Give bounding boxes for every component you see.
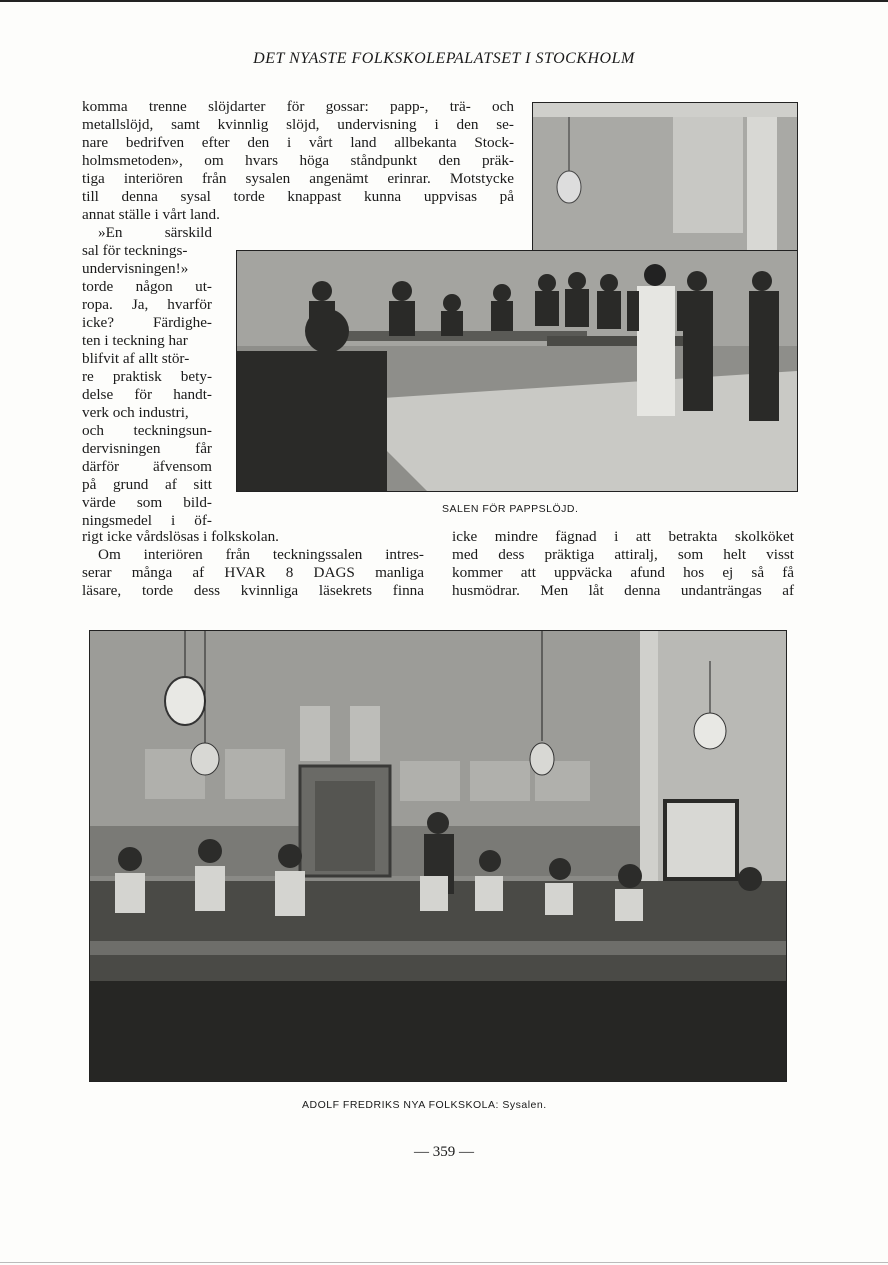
body-line: ningsmedel i öf- — [82, 512, 212, 529]
figure-caption-top: SALEN FÖR PAPPSLÖJD. — [442, 503, 579, 515]
body-line: därför äfvensom — [82, 458, 212, 475]
body-line: undervisningen!» — [82, 260, 189, 277]
body-line: delse för handt- — [82, 386, 212, 403]
sewing-room-photo — [89, 630, 787, 1082]
body-line: verk och industri, — [82, 404, 189, 421]
body-line: »En särskild — [98, 224, 212, 241]
figure-caption-bottom: ADOLF FREDRIKS NYA FOLKSKOLA: Sysalen. — [302, 1099, 547, 1111]
body-line: sal för tecknings- — [82, 242, 188, 259]
body-line: rigt icke vårdslösas i folkskolan. — [82, 528, 279, 545]
body-line: blifvit af allt stör- — [82, 350, 190, 367]
body-line: metallslöjd, samt kvinnlig slöjd, undervisning i den se- — [82, 116, 514, 133]
body-line: Om interiören från teckningssalen intres- — [98, 546, 424, 563]
body-line: till denna sysal torde knappast kunna uppvisas på — [82, 188, 514, 205]
body-line: på grund af sitt — [82, 476, 212, 493]
body-line: annat ställe i vårt land. — [82, 206, 220, 223]
body-line: läsare, torde dess kvinnliga läsekrets finna — [82, 582, 424, 599]
page-number: — 359 — — [414, 1144, 474, 1160]
body-line: re praktisk bety- — [82, 368, 212, 385]
body-line: värde som bild- — [82, 494, 212, 511]
body-line: med dess präktiga attiralj, som helt visst — [452, 546, 794, 563]
body-line: kommer att uppväcka afund hos ej så få — [452, 564, 794, 581]
pasteboard-room-photo — [236, 250, 798, 492]
body-line: icke? Färdighe- — [82, 314, 212, 331]
page-top-rule — [0, 0, 888, 2]
body-line: holmsmetoden», om hvars höga ståndpunkt den präk- — [82, 152, 514, 169]
body-line: ten i teckning har — [82, 332, 188, 349]
body-line: icke mindre fägnad i att betrakta skolköket — [452, 528, 794, 545]
running-header: DET NYASTE FOLKSKOLEPALATSET I STOCKHOLM — [253, 50, 635, 67]
body-line: och teckningsun- — [82, 422, 212, 439]
body-line: ropa. Ja, hvarför — [82, 296, 212, 313]
body-line: torde någon ut- — [82, 278, 212, 295]
body-line: tiga interiören från sysalen angenämt erinrar. Motstycke — [82, 170, 514, 187]
body-line: serar många af HVAR 8 DAGS manliga — [82, 564, 424, 581]
body-line: dervisningen får — [82, 440, 212, 457]
page-bottom-rule — [0, 1262, 888, 1263]
body-line: komma trenne slöjdarter för gossar: papp-, trä- och — [82, 98, 514, 115]
body-line: nare bedrifven efter den i vårt land allbekanta Stock- — [82, 134, 514, 151]
pasteboard-room-photo-upper — [532, 102, 798, 253]
body-line: husmödrar. Men låt denna undanträngas af — [452, 582, 794, 599]
